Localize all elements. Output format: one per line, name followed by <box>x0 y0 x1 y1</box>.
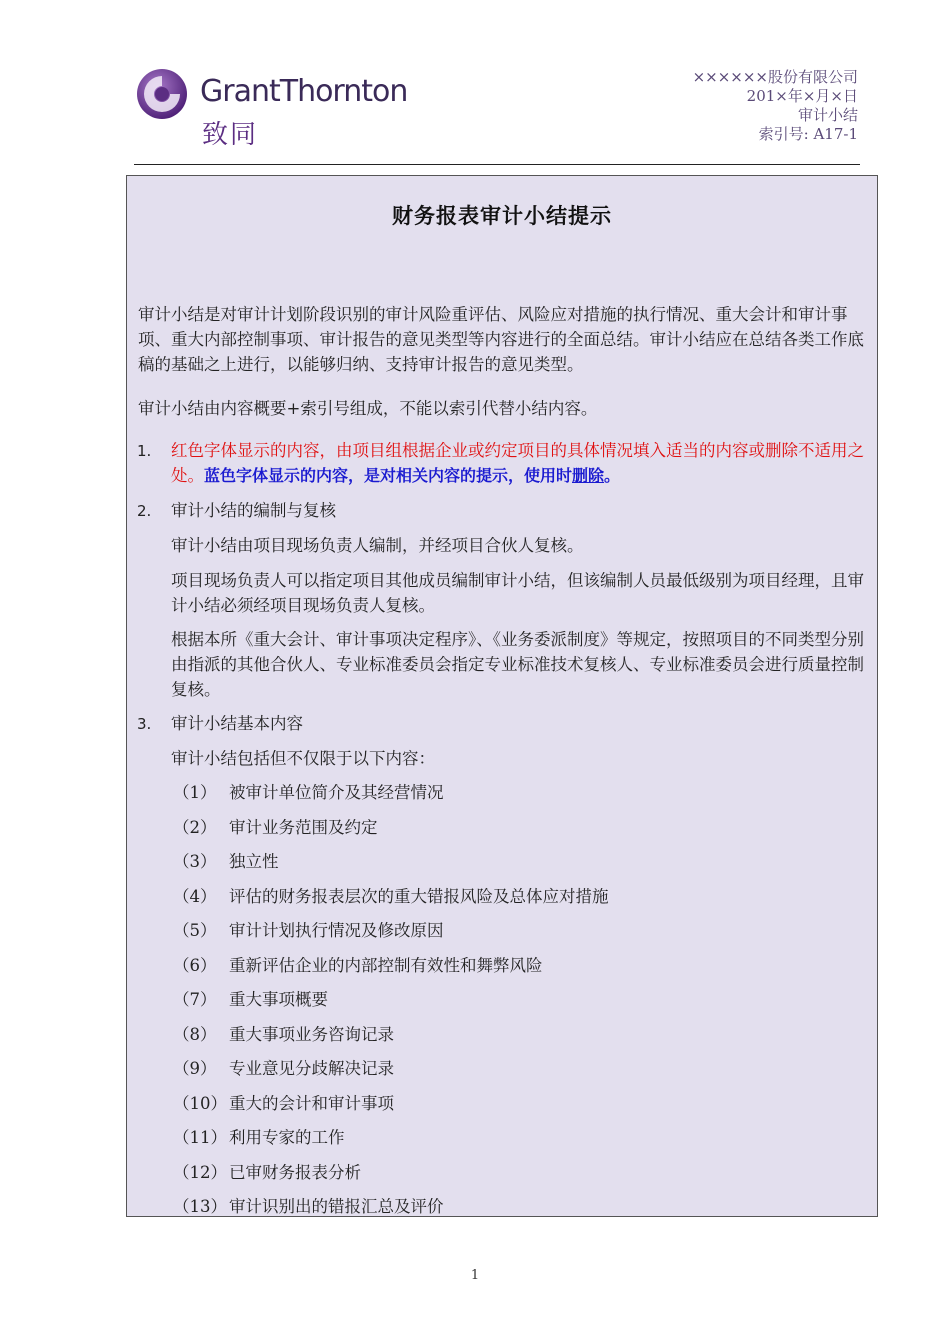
section-2-paragraph-3: 根据本所《重大会计、审计事项决定程序》、《业务委派制度》等规定，按照项目的不同类型分别由指派的其他合伙人、专业标准委员会指定专业标准技术复核人、专业标准委员会进行质量控制复核。 <box>171 630 864 699</box>
company-name: ××××××股份有限公司 <box>692 68 858 86</box>
list-item <box>173 918 444 943</box>
list-item <box>173 884 609 909</box>
list-item-text: 重大事项业务咨询记录 <box>229 1025 394 1044</box>
section-3-heading: 审计小结基本内容 <box>171 714 303 733</box>
list-item-key: （6） <box>173 956 217 975</box>
list-item-key: （7） <box>173 990 217 1009</box>
content-box <box>126 175 878 1217</box>
list-item-text: 重大事项概要 <box>229 990 328 1009</box>
list-item <box>173 1194 444 1219</box>
list-item-text: 重新评估企业的内部控制有效性和舞弊风险 <box>229 956 543 975</box>
list-item-key: （1） <box>173 783 217 802</box>
list-item <box>173 987 328 1012</box>
list-item-text: 审计计划执行情况及修改原因 <box>229 921 444 940</box>
list-item <box>173 1056 394 1081</box>
list-item-key: （9） <box>173 1059 217 1078</box>
list-item-key: （13） <box>173 1197 227 1216</box>
list-item <box>173 1125 345 1150</box>
list-item-key: （11） <box>173 1128 227 1147</box>
list-item-text: 专业意见分歧解决记录 <box>229 1059 394 1078</box>
list-item <box>173 953 543 978</box>
list-item-key: （12） <box>173 1163 227 1182</box>
list-item-key: （8） <box>173 1025 217 1044</box>
list-item-text: 被审计单位简介及其经营情况 <box>229 783 444 802</box>
list-item-text: 独立性 <box>229 852 279 871</box>
list-item <box>173 849 279 874</box>
report-date: 201×年×月×日 <box>746 87 858 105</box>
list-item <box>173 1160 361 1185</box>
blue-end-text: 。 <box>604 466 621 485</box>
list-item-key: （3） <box>173 852 217 871</box>
header-divider <box>134 164 860 165</box>
section-2-paragraph-1: 审计小结由项目现场负责人编制，并经项目合伙人复核。 <box>171 536 584 555</box>
list-item <box>173 815 378 840</box>
list-item-key: （2） <box>173 818 217 837</box>
list-item-key: （4） <box>173 887 217 906</box>
red-instruction-text: 红色字体显示的内容，由项目组根据企业或约定项目的具体情况填入适当的内容或删除不适用之处。 <box>171 441 864 485</box>
composition-paragraph: 审计小结由内容概要+索引号组成，不能以索引代替小结内容。 <box>138 399 598 418</box>
list-item-text: 评估的财务报表层次的重大错报风险及总体应对措施 <box>229 887 609 906</box>
list-item-text: 审计业务范围及约定 <box>229 818 378 837</box>
list-item-text: 已审财务报表分析 <box>229 1163 361 1182</box>
section-2-paragraph-2: 项目现场负责人可以指定项目其他成员编制审计小结，但该编制人员最低级别为项目经理，且审计小结必须经项目现场负责人复核。 <box>171 571 864 615</box>
index-number: 索引号: A17-1 <box>758 125 858 143</box>
list-item-key: （5） <box>173 921 217 940</box>
intro-paragraph: 审计小结是对审计计划阶段识别的审计风险重评估、风险应对措施的执行情况、重大会计和审计事项、重大内部控制事项、审计报告的意见类型等内容进行的全面总结。审计小结应在总结各类工作底稿的基础之上进行，以能够归纳、支持审计报告的意见类型。 <box>138 305 864 374</box>
page-title: 财务报表审计小结提示 <box>392 204 612 228</box>
list-item-text: 利用专家的工作 <box>229 1128 345 1147</box>
section-3-number: 3. <box>137 715 152 733</box>
page-number: 1 <box>470 1268 480 1283</box>
section-2-heading: 审计小结的编制与复核 <box>171 501 336 520</box>
section-1-text <box>171 438 867 488</box>
blue-instruction-text: 蓝色字体显示的内容，是对相关内容的提示，使用时 <box>204 466 573 485</box>
list-item <box>173 1022 394 1047</box>
section-3-paragraph: 审计小结包括但不仅限于以下内容： <box>171 749 435 768</box>
section-2-number: 2. <box>137 502 152 520</box>
list-item-text: 重大的会计和审计事项 <box>229 1094 394 1113</box>
list-item-text: 审计识别出的错报汇总及评价 <box>229 1197 444 1216</box>
list-item-key: （10） <box>173 1094 227 1113</box>
blue-delete-text: 删除 <box>572 466 605 485</box>
section-1-number: 1. <box>137 442 152 460</box>
list-item <box>173 780 444 805</box>
document-type: 审计小结 <box>797 106 858 124</box>
list-item <box>173 1091 394 1116</box>
grant-thornton-logo-icon <box>136 68 188 120</box>
logo-brand-name: GrantThornton <box>200 74 408 109</box>
grant-thornton-logo <box>136 66 412 150</box>
document-header-info <box>693 68 858 144</box>
logo-brand-cn: 致同 <box>202 120 259 150</box>
